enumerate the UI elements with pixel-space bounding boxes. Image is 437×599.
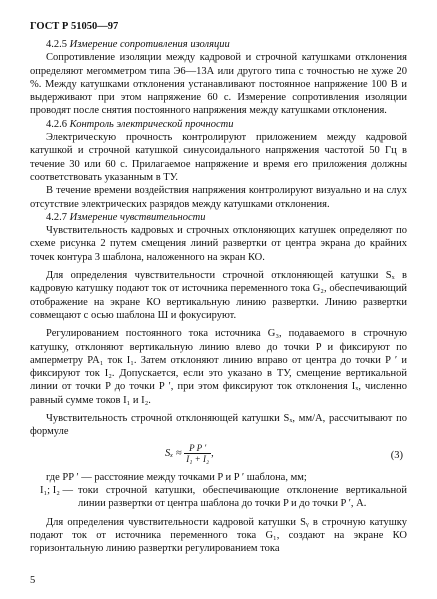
section-4-2-5-heading [30,38,407,51]
formula-numerator: P P ′ [184,443,211,454]
section-number: 4.2.6 [46,118,67,130]
where-text: токи строчной катушки, обеспечивающие отклонение вертикальной линии развертки от центра шаблона до точки P и до точки P ′, А. [78,484,407,510]
formula-denominator: I₁ + I₂ [186,453,210,464]
section-4-2-6-heading [30,118,407,131]
section-title: Контроль электрической прочности [69,118,234,130]
formula-expression [165,443,214,464]
paragraph: Для определения чувствительности строчной отклоняющей катушки Sₓ в кадровую катушку подают ток от источника переменного тока G₂, обеспечивающий отображение на экране КО вертикальную линию развертки. Линию развертки совмещают с осью шаблона Ш и фокусируют. [30,270,407,321]
equation-number: (3) [390,449,403,461]
section-title: Измерение сопротивления изоляции [69,39,230,50]
page-number: 5 [30,574,36,586]
formula-3 [30,441,407,469]
formula-fraction [184,443,211,464]
where-line: где PP ′ — расстояние между точками P и P ′ шаблона, мм; [46,471,307,483]
standard-header: ГОСТ Р 51050—97 [30,21,119,32]
paragraph: Электрическую прочность контролируют приложением между кадровой катушкой и строчной катушкой синусоидального напряжения частотой 50 Гц в течение 30 или 60 с. Прилагаемое напряжение и время его приложения должны соответствовать указанным в ТУ. [30,132,407,183]
paragraph: Сопротивление изоляции между кадровой и строчной катушками отклонения определяют мегомметром типа Э6—13А или другого типа с точностью не хуже 20 %. Между катушками отклонения устанавливают постоянное напряжение 100 В и выдерживают при этом напряжение 60 с. Измерение сопротивления изоляции проводят после снятия постоянного напряжения между катушками отклонения. [30,52,407,117]
formula-lhs: Sₓ ≈ [165,447,182,459]
paragraph: Чувствительность кадровых и строчных отклоняющих катушек определяют по схеме рисунка 2 путем смещения линий развертки от центра экрана до крайних точек контура 3 шаблона, наложенного на экран КО. [30,225,407,263]
paragraph: В течение времени воздействия напряжения контролируют визуально и на слух отсутствие электрических разрядов между катушками отклонения. [30,185,407,210]
section-number: 4.2.7 [46,211,67,223]
where-definition [30,484,407,511]
section-title: Измерение чувствительности [69,211,206,223]
paragraph: Регулированием постоянного тока источника G₃, подаваемого в строчную катушку, отклоняют вертикальную линию влево до точки P и фиксируют по амперметру PA₁ ток I₁. Затем отклоняют линию вправо от центра до точки P ′ и фиксируют ток I₂. Допускается, если это указано в ТУ, смещение вертикальной линии от точки P до точки P ′, при этом фиксируют ток отклонения Iₓ, численно равный сумме токов I₁ и I₂. [30,328,407,406]
where-label: I₁; I₂ — [40,484,73,496]
paragraph: Для определения чувствительности кадровой катушки Sᵧ в строчную катушку подают ток от источника переменного тока G₁, создают на экране КО горизонтальную линию развертки регулированием тока [30,516,407,555]
section-4-2-7-heading [30,211,407,224]
section-number: 4.2.5 [46,39,67,50]
formula-tail: , [211,447,214,459]
paragraph: Чувствительность строчной отклоняющей катушки Sₓ, мм/А, рассчитывают по формуле [30,413,407,438]
